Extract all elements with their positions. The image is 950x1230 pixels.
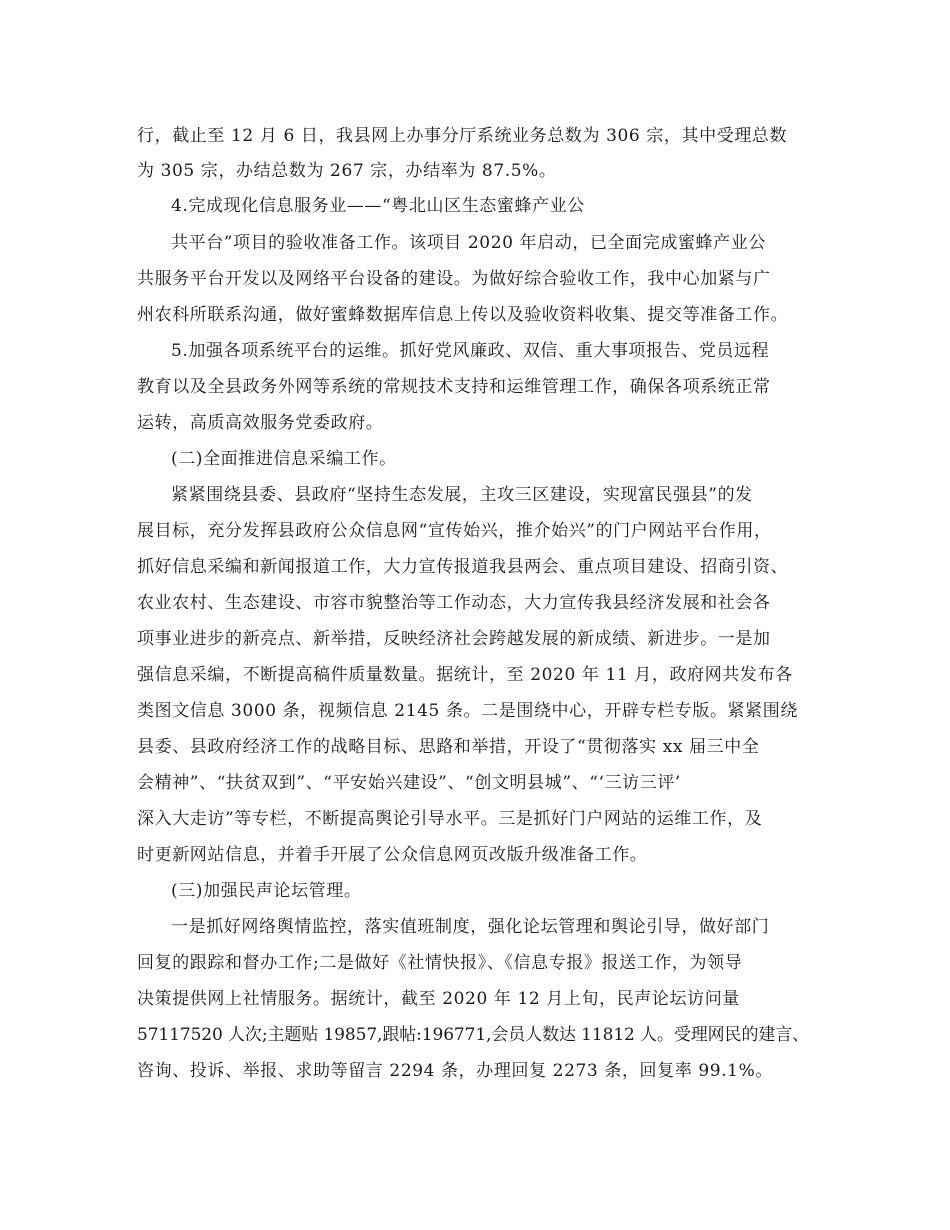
text-line: 一是抓好网络舆情监控，落实值班制度，强化论坛管理和舆论引导，做好部门 — [171, 917, 770, 937]
text-line: 抓好信息采编和新闻报道工作，大力宣传报道我县两会、重点项目建设、招商引资、 — [137, 557, 789, 577]
text-line: 类图文信息 3000 条，视频信息 2145 条。二是围绕中心，开辟专栏专版。紧紧围绕 — [137, 701, 798, 721]
text-line: 时更新网站信息，并着手开展了公众信息网页改版升级准备工作。 — [137, 845, 648, 865]
section-item-5-heading: 5.加强各项系统平台的运维。抓好党风廉政、双信、重大事项报告、党员远程 — [171, 341, 770, 361]
text-line: 运转，高质高效服务党委政府。 — [137, 413, 384, 433]
text-line: 为 305 宗，办结总数为 267 宗，办结率为 87.5%。 — [137, 161, 557, 181]
text-line: 共服务平台开发以及网络平台设备的建设。为做好综合验收工作，我中心加紧与广 — [137, 269, 771, 289]
text-line: 决策提供网上社情服务。据统计，截至 2020 年 12 月上旬，民声论坛访问量 — [137, 989, 740, 1009]
text-line: 紧紧围绕县委、县政府“坚持生态发展，主攻三区建设，实现富民强县”的发 — [171, 485, 753, 505]
text-line: 行，截止至 12 月 6 日，我县网上办事分厅系统业务总数为 306 宗，其中受理总数 — [137, 126, 788, 146]
text-line: 深入大走访”等专栏，不断提高舆论引导水平。三是抓好门户网站的运维工作，及 — [137, 809, 763, 829]
text-line: 教育以及全县政务外网等系统的常规技术支持和运维管理工作，确保各项系统正常 — [137, 377, 771, 397]
section-item-4-heading: 4.完成现化信息服务业——“粤北山区生态蜜蜂产业公 — [171, 196, 585, 216]
text-line: 州农科所联系沟通，做好蜜蜂数据库信息上传以及验收资料收集、提交等准备工作。 — [137, 305, 789, 325]
section-2-heading: (二)全面推进信息采编工作。 — [171, 449, 397, 469]
text-line: 县委、县政府经济工作的战略目标、思路和举措，开设了“贯彻落实 xx 届三中全 — [137, 737, 760, 757]
text-line: 回复的跟踪和督办工作;二是做好《社情快报》、《信息专报》报送工作，为领导 — [137, 953, 743, 973]
text-line: 强信息采编，不断提高稿件质量数量。据统计，至 2020 年 11 月，政府网共发布各 — [137, 665, 793, 685]
text-line: 会精神”、“扶贫双到”、“平安始兴建设”、“创文明县城”、“‘三访三评’ — [137, 773, 681, 793]
text-line: 57117520 人次;主题贴 19857,跟帖:196771,会员人数达 11812 人。受理网民的建言、 — [137, 1025, 810, 1045]
text-line: 农业农村、生态建设、市容市貌整治等工作动态，大力宣传我县经济发展和社会各 — [137, 593, 771, 613]
text-line: 项事业进步的新亮点、新举措，反映经济社会跨越发展的新成绩、新进步。一是加 — [137, 629, 771, 649]
text-line: 共平台”项目的验收准备工作。该项目 2020 年启动，已全面完成蜜蜂产业公 — [171, 233, 766, 253]
section-3-heading: (三)加强民声论坛管理。 — [171, 881, 362, 901]
text-line: 展目标，充分发挥县政府公众信息网“宣传始兴，推介始兴”的门户网站平台作用， — [137, 521, 772, 541]
text-line: 咨询、投诉、举报、求助等留言 2294 条，办理回复 2273 条，回复率 99.1%。 — [137, 1061, 773, 1081]
